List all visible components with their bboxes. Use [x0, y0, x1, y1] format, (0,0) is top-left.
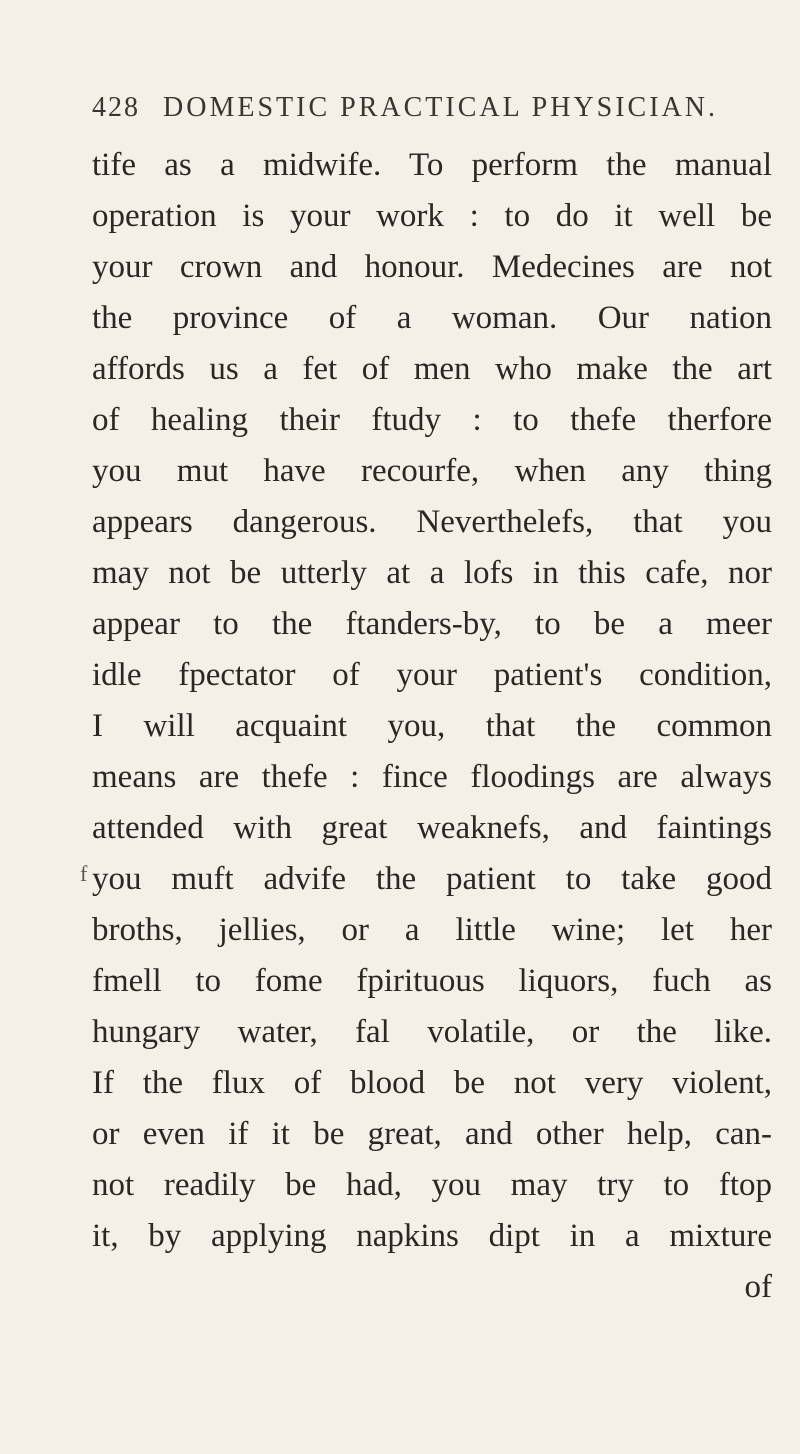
- text-line: I will acquaint you, that the common: [92, 708, 772, 744]
- text-line: attended with great weaknefs, and faintings: [92, 810, 772, 846]
- text-line: it, by applying napkins dipt in a mixture: [92, 1218, 772, 1254]
- text-line: appear to the ftanders-by, to be a meer: [92, 606, 772, 642]
- text-line: If the flux of blood be not very violent,: [92, 1065, 772, 1101]
- text-line: affords us a fet of men who make the art: [92, 351, 772, 387]
- text-line: or even if it be great, and other help, can-: [92, 1116, 772, 1152]
- text-line: you muft advife the patient to take good: [92, 861, 772, 897]
- page-number: 428: [92, 92, 140, 123]
- text-line: operation is your work : to do it well be: [92, 198, 772, 234]
- text-line: broths, jellies, or a little wine; let her: [92, 912, 772, 948]
- margin-mark: f: [80, 861, 88, 886]
- text-line: of healing their ftudy : to thefe therfore: [92, 402, 772, 438]
- text-line: fmell to fome fpirituous liquors, fuch as: [92, 963, 772, 999]
- text-line: you mut have recourfe, when any thing: [92, 453, 772, 489]
- text-line: the province of a woman. Our nation: [92, 300, 772, 336]
- text-line: your crown and honour. Medecines are not: [92, 249, 772, 285]
- text-line-with-margin-mark: [80, 854, 772, 905]
- text-line: not readily be had, you may try to ftop: [92, 1167, 772, 1203]
- running-title: DOMESTIC PRACTICAL PHYSICIAN.: [163, 92, 719, 123]
- body-text: [80, 140, 772, 1313]
- catchword: of: [744, 1269, 772, 1305]
- text-line: means are thefe : fince floodings are always: [92, 759, 772, 795]
- text-line: tife as a midwife. To perform the manual: [92, 147, 772, 183]
- running-head: [92, 92, 732, 132]
- text-line: hungary water, fal volatile, or the like.: [92, 1014, 772, 1050]
- text-line: appears dangerous. Neverthelefs, that you: [92, 504, 772, 540]
- text-line: may not be utterly at a lofs in this cafe, nor: [92, 555, 772, 591]
- text-line: idle fpectator of your patient's condition,: [92, 657, 772, 693]
